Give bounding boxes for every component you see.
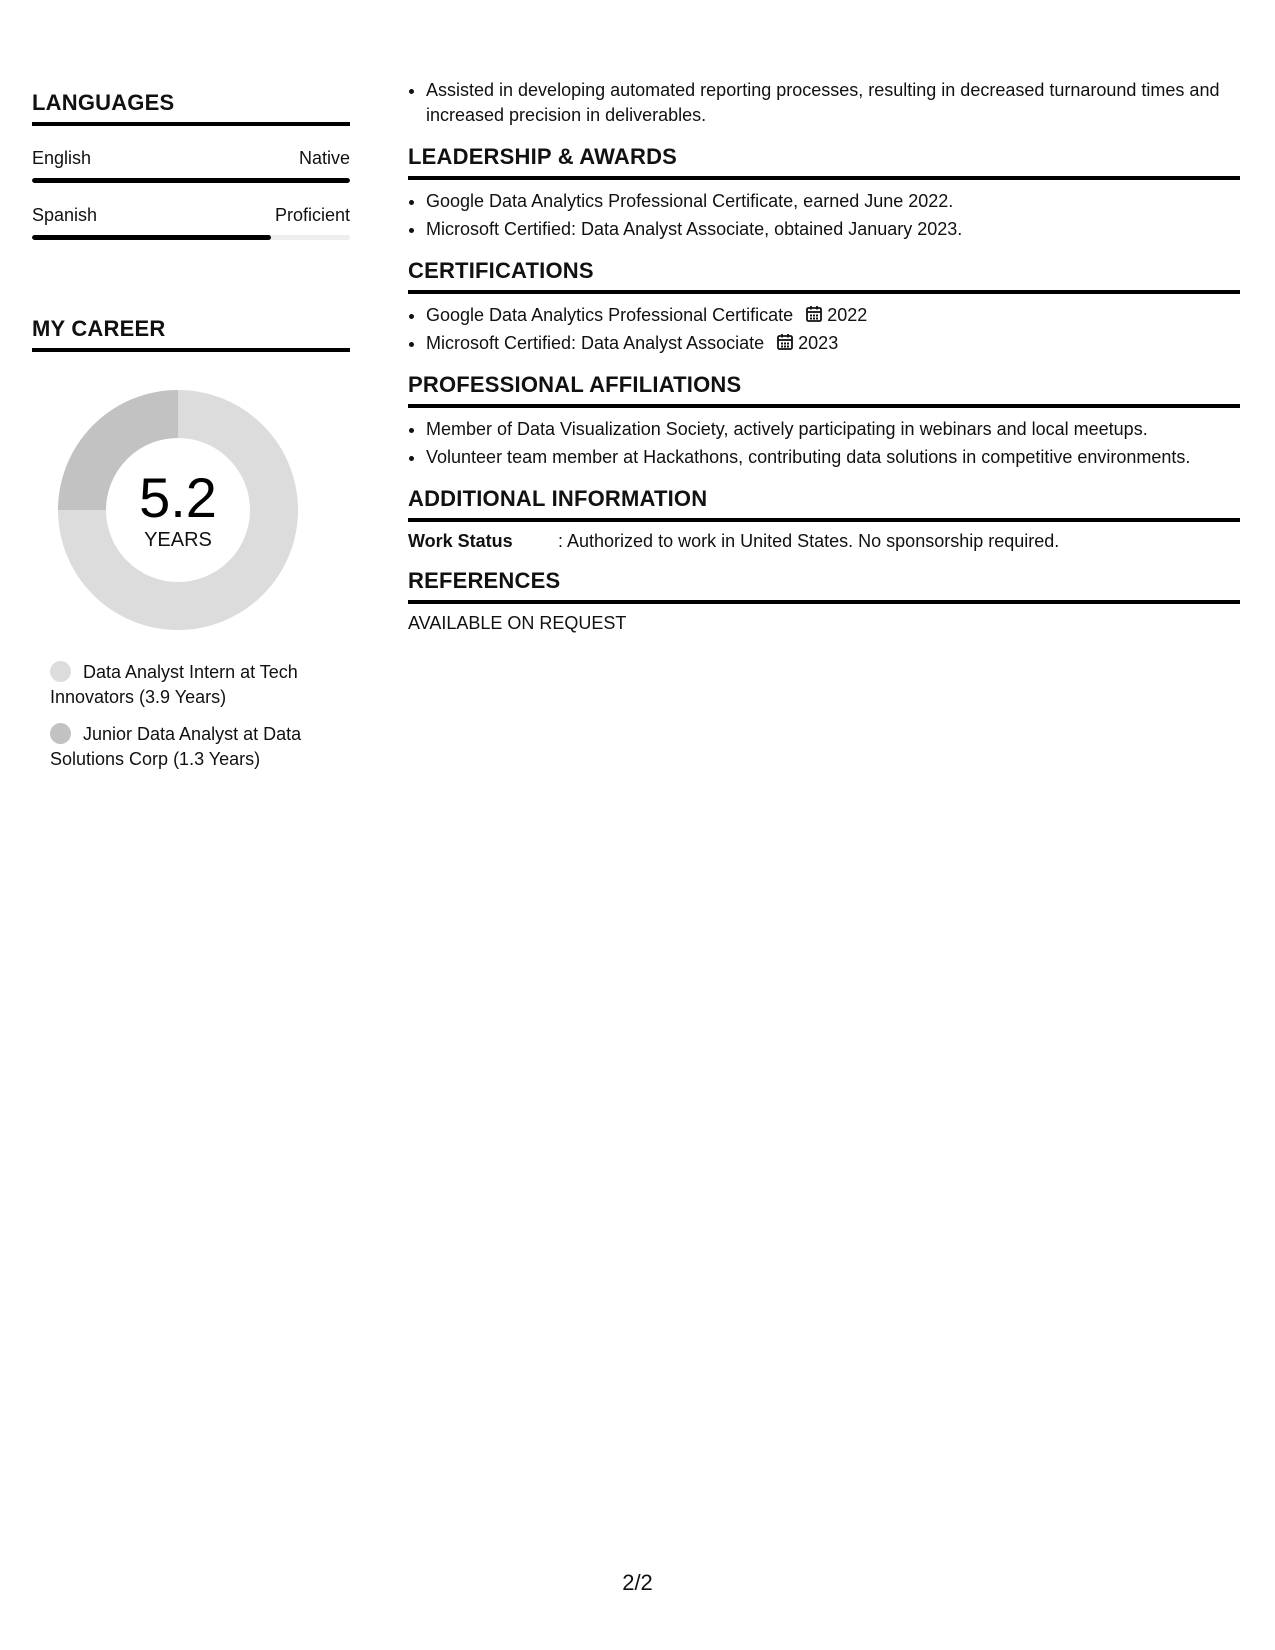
references-heading: REFERENCES bbox=[408, 568, 1240, 604]
certifications-section bbox=[408, 258, 1240, 356]
career-donut-chart bbox=[54, 386, 302, 634]
experience-bullet: • Assisted in developing automated reporting processes, resulting in decreased turnaround times and increased precision in deliverables. bbox=[426, 78, 1240, 128]
language-name: Spanish bbox=[32, 205, 98, 225]
left-column bbox=[32, 90, 350, 784]
language-name: English bbox=[32, 148, 92, 168]
certification-item bbox=[426, 303, 1240, 328]
donut-center bbox=[54, 386, 302, 634]
legend-dot bbox=[50, 661, 71, 682]
legend-dot bbox=[50, 723, 71, 744]
career-heading: MY CAREER bbox=[32, 316, 350, 352]
language-level: Native bbox=[298, 148, 350, 168]
language-level-bar bbox=[32, 235, 350, 240]
language-item bbox=[32, 148, 350, 183]
language-level-fill bbox=[32, 178, 350, 183]
career-legend bbox=[50, 660, 350, 772]
leadership-bullet: • Microsoft Certified: Data Analyst Associate, obtained January 2023. bbox=[426, 217, 1240, 242]
additional-heading: ADDITIONAL INFORMATION bbox=[408, 486, 1240, 522]
leadership-section bbox=[408, 144, 1240, 242]
language-level: Proficient bbox=[274, 205, 350, 225]
certification-item bbox=[426, 331, 1240, 356]
references-text: AVAILABLE ON REQUEST bbox=[408, 613, 627, 633]
work-status-label: Work Status bbox=[408, 531, 513, 551]
career-total-years: 5.2 bbox=[139, 465, 217, 529]
page-number: 2/2 bbox=[622, 1570, 653, 1595]
legend-item bbox=[50, 660, 350, 710]
work-status-row bbox=[408, 531, 1240, 552]
certification-year: 2023 bbox=[798, 333, 839, 353]
certifications-heading: CERTIFICATIONS bbox=[408, 258, 1240, 294]
leadership-bullet: • Google Data Analytics Professional Certificate, earned June 2022. bbox=[426, 189, 1240, 214]
language-level-fill bbox=[32, 235, 271, 240]
legend-item bbox=[50, 722, 350, 772]
calendar-icon bbox=[805, 305, 823, 323]
affiliations-section bbox=[408, 372, 1240, 470]
legend-label: Data Analyst Intern at Tech Innovators (3.9 Years) bbox=[50, 662, 298, 707]
calendar-icon bbox=[776, 333, 794, 351]
certification-name: Microsoft Certified: Data Analyst Associate bbox=[426, 333, 765, 353]
career-total-unit: YEARS bbox=[144, 528, 212, 551]
language-item bbox=[32, 205, 350, 240]
legend-label: Junior Data Analyst at Data Solutions Corp (1.3 Years) bbox=[50, 724, 302, 769]
affiliation-bullet: • Member of Data Visualization Society, actively participating in webinars and local meetups. bbox=[426, 417, 1240, 442]
references-section bbox=[408, 568, 1240, 634]
language-level-bar bbox=[32, 178, 350, 183]
right-column bbox=[408, 78, 1240, 634]
experience-bullets bbox=[408, 78, 1240, 128]
affiliation-bullet: • Volunteer team member at Hackathons, contributing data solutions in competitive environments. bbox=[426, 445, 1240, 470]
certification-year: 2022 bbox=[827, 305, 868, 325]
additional-section bbox=[408, 486, 1240, 552]
work-status-value: : Authorized to work in United States. No sponsorship required. bbox=[558, 531, 1060, 551]
affiliations-heading: PROFESSIONAL AFFILIATIONS bbox=[408, 372, 1240, 408]
leadership-heading: LEADERSHIP & AWARDS bbox=[408, 144, 1240, 180]
languages-heading: LANGUAGES bbox=[32, 90, 350, 126]
career-section bbox=[32, 316, 350, 772]
certification-name: Google Data Analytics Professional Certificate bbox=[426, 305, 794, 325]
